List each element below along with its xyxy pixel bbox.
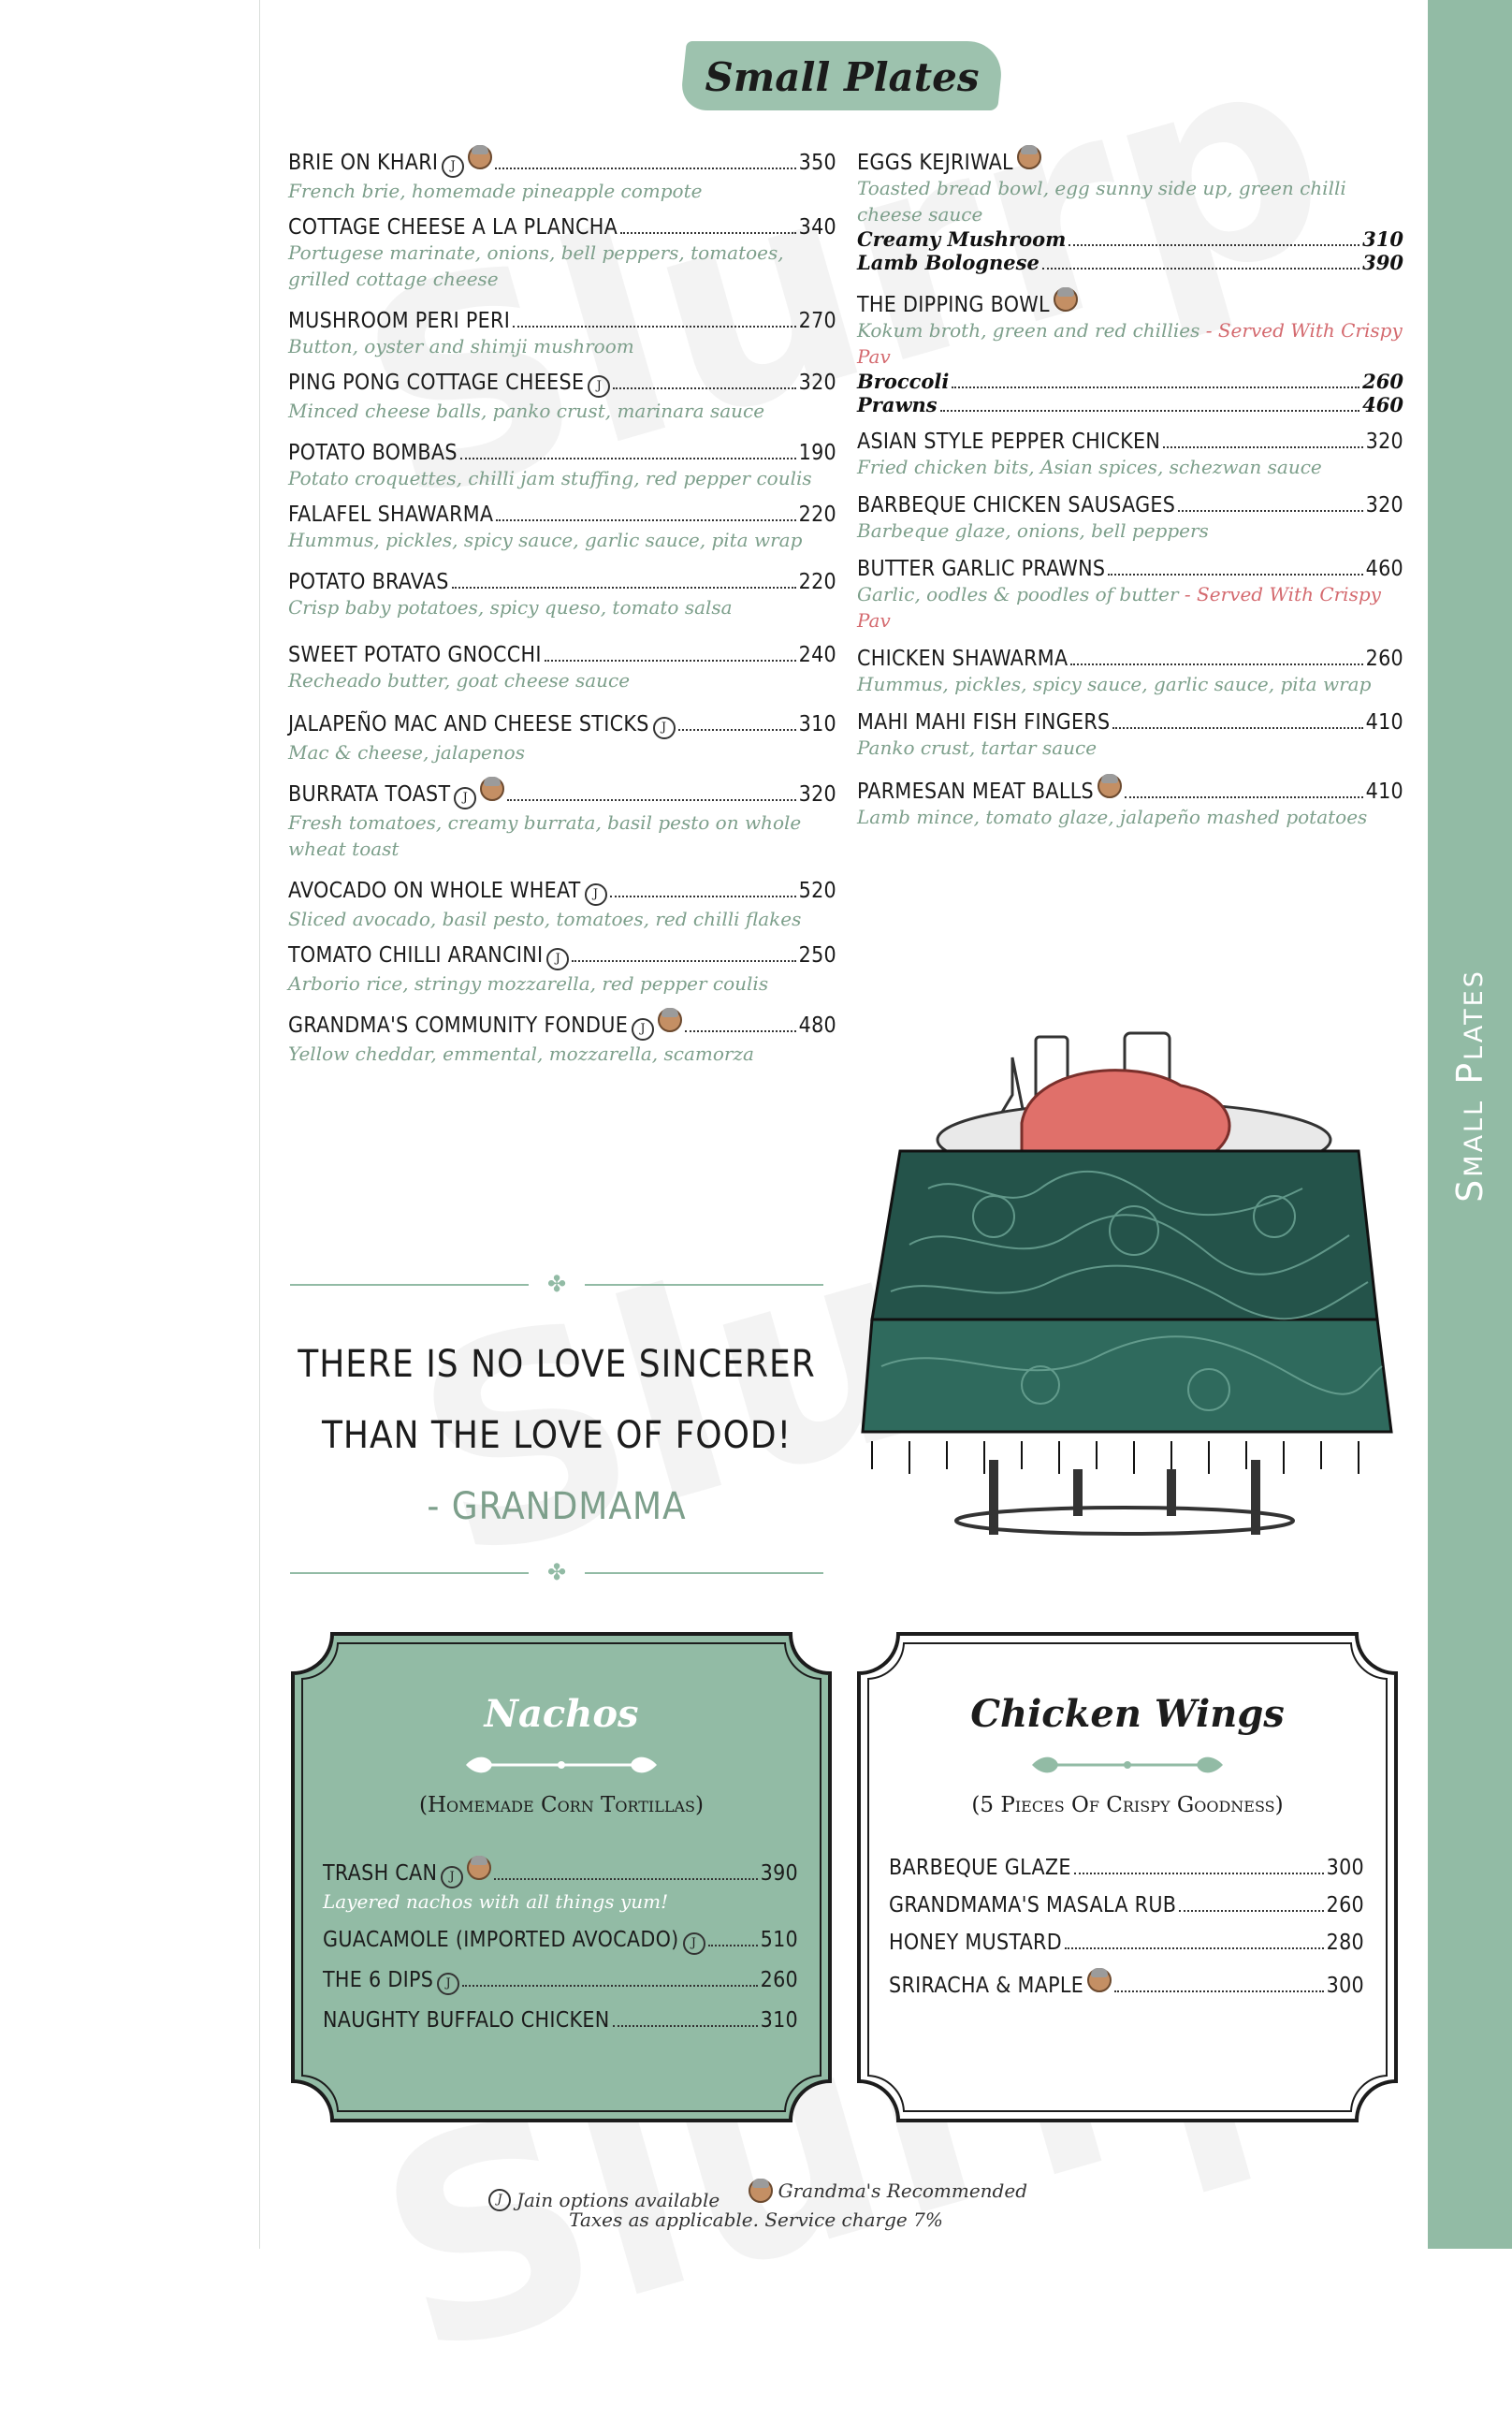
menu-item-price: 300 <box>1326 1856 1364 1880</box>
menu-item-price: 220 <box>798 503 836 527</box>
menu-item-description <box>857 671 1403 697</box>
menu-item-description: Hummus, pickles, spicy sauce, garlic sauce, pita wrap <box>288 529 803 551</box>
dot-leader <box>507 799 795 801</box>
quote-author: - GRANDMAMA <box>427 1485 687 1528</box>
sub-option-name: Broccoli <box>857 370 950 393</box>
nachos-subtitle: (Homemade Corn Tortillas) <box>419 1793 704 1817</box>
menu-item <box>288 371 836 424</box>
menu-item-price: 390 <box>760 1861 798 1886</box>
menu-item-price: 220 <box>798 570 836 594</box>
served-with-note: - Served With Crispy Pav <box>857 319 1403 368</box>
dot-leader <box>952 386 1359 388</box>
menu-item-name: BURRATA TOAST <box>288 782 451 807</box>
menu-item <box>288 145 836 204</box>
nachos-item <box>323 1968 798 1995</box>
menu-item <box>857 647 1403 697</box>
menu-item-row <box>323 1856 798 1888</box>
menu-item-price: 320 <box>1365 430 1403 454</box>
grandma-icon <box>1087 1968 1112 1992</box>
menu-item-description <box>857 804 1403 830</box>
menu-item-price: 260 <box>1365 647 1403 671</box>
footer-taxes: Taxes as applicable. Service charge 7% <box>569 2209 943 2231</box>
dot-leader <box>1065 1947 1324 1949</box>
menu-item-name: PARMESAN MEAT BALLS <box>857 780 1094 804</box>
description-text: Garlic, oodles & poodles of butter <box>857 583 1179 605</box>
menu-item-row <box>323 1928 798 1955</box>
menu-item-description <box>857 581 1403 634</box>
menu-item <box>288 643 836 693</box>
section-title <box>683 36 1001 120</box>
description-text: Panko crust, tartar sauce <box>857 736 1098 759</box>
grandma-quote <box>290 1329 823 1542</box>
menu-item-row <box>288 441 836 465</box>
menu-item-description <box>857 317 1403 370</box>
menu-item-row <box>288 879 836 906</box>
menu-item-name: SWEET POTATO GNOCCHI <box>288 643 542 667</box>
menu-item-row <box>288 503 836 527</box>
menu-item-price: 270 <box>798 309 836 333</box>
menu-item-row <box>288 570 836 594</box>
menu-item-description: Sliced avocado, basil pesto, tomatoes, red chilli flakes <box>288 908 802 930</box>
description-text: Fried chicken bits, Asian spices, schezwan sauce <box>857 456 1322 478</box>
dot-leader <box>513 326 796 328</box>
menu-item-name: THE 6 DIPS <box>323 1968 434 1992</box>
sub-option-name: Prawns <box>857 393 938 416</box>
menu-item <box>288 943 836 997</box>
menu-item-row <box>889 1856 1364 1880</box>
grandma-icon <box>749 2179 773 2203</box>
jain-icon: J <box>585 883 607 906</box>
leaf-ornament-icon <box>458 1751 664 1779</box>
menu-item-price: 320 <box>798 782 836 807</box>
jain-icon: J <box>588 375 610 398</box>
menu-item-name: HONEY MUSTARD <box>889 1931 1062 1955</box>
menu-item-price: 520 <box>798 879 836 903</box>
right-menu-column <box>857 145 1403 830</box>
sub-option-name: Creamy Mushroom <box>857 227 1067 251</box>
menu-item-row <box>323 2008 798 2033</box>
jain-icon: J <box>437 1973 459 1995</box>
grandma-icon <box>1098 774 1122 798</box>
menu-item-description: Fresh tomatoes, creamy burrata, basil pesto on whole wheat toast <box>288 811 802 860</box>
grandma-icon <box>1054 287 1078 312</box>
menu-item-name: BUTTER GARLIC PRAWNS <box>857 557 1106 581</box>
left-menu-column <box>288 145 836 1067</box>
menu-item-description: Portugese marinate, onions, bell peppers, tomatoes, grilled cottage cheese <box>288 241 784 290</box>
nachos-box <box>285 1626 837 2128</box>
menu-item <box>857 710 1403 761</box>
section-divider <box>290 1559 823 1587</box>
dot-leader <box>462 1985 757 1987</box>
menu-item-name: MAHI MAHI FISH FINGERS <box>857 710 1111 735</box>
description-text: Toasted bread bowl, egg sunny side up, green chilli cheese sauce <box>857 177 1346 226</box>
flourish-icon: ✤ <box>546 1559 567 1585</box>
sub-option-row <box>857 227 1403 251</box>
jain-icon: J <box>442 155 464 178</box>
dot-leader <box>1108 574 1362 576</box>
menu-item-description <box>857 735 1403 761</box>
grandma-legend-text: Grandma's Recommended <box>778 2179 1028 2202</box>
dot-leader <box>685 1030 796 1032</box>
menu-item-name: GRANDMAMA'S MASALA RUB <box>889 1893 1177 1917</box>
menu-item-row <box>288 712 836 739</box>
menu-item-description: Minced cheese balls, panko crust, marinara sauce <box>288 400 765 422</box>
menu-item-description: Arborio rice, stringy mozzarella, red pepper coulis <box>288 972 769 995</box>
side-tab <box>1428 0 1512 2249</box>
dot-leader <box>1112 727 1362 729</box>
jain-icon: J <box>488 2189 511 2211</box>
dot-leader <box>1069 244 1359 246</box>
nachos-item <box>323 1928 798 1955</box>
menu-item-row <box>857 287 1403 317</box>
jain-icon: J <box>546 948 569 970</box>
menu-item-row <box>857 145 1403 175</box>
menu-item-row <box>857 647 1403 671</box>
nachos-item-description: Layered nachos with all things yum! <box>323 1890 669 1913</box>
jain-icon: J <box>632 1018 654 1041</box>
menu-item-price: 240 <box>798 643 836 667</box>
dot-leader <box>613 387 795 389</box>
leaf-ornament-icon <box>1025 1751 1230 1779</box>
grandma-icon <box>1017 145 1041 169</box>
dot-leader <box>610 896 796 897</box>
menu-item <box>288 309 836 359</box>
quote-line-2: THAN THE LOVE OF FOOD! <box>321 1414 792 1457</box>
menu-item-row <box>288 309 836 333</box>
menu-item-name: THE DIPPING BOWL <box>857 293 1050 317</box>
menu-item-row <box>857 557 1403 581</box>
sub-option-row <box>857 251 1403 274</box>
menu-item-name: TRASH CAN <box>323 1861 438 1886</box>
menu-item-description: Crisp baby potatoes, spicy queso, tomato salsa <box>288 596 733 619</box>
menu-item-name: POTATO BRAVAS <box>288 570 449 594</box>
description-text: Kokum broth, green and red chillies <box>857 319 1200 342</box>
side-tab-label: Small Plates <box>1449 969 1490 1203</box>
menu-item-name: JALAPEÑO MAC AND CHEESE STICKS <box>288 712 649 736</box>
menu-item <box>288 712 836 765</box>
menu-item-name: FALAFEL SHAWARMA <box>288 503 494 527</box>
menu-item-price: 260 <box>1326 1893 1364 1917</box>
menu-item <box>857 493 1403 544</box>
footer-legend <box>0 2179 1512 2211</box>
grandma-icon <box>467 1856 491 1880</box>
menu-item-name: TOMATO CHILLI ARANCINI <box>288 943 544 968</box>
sub-option-price: 260 <box>1362 370 1403 393</box>
menu-item <box>857 557 1403 634</box>
menu-item-price: 280 <box>1326 1931 1364 1955</box>
dot-leader <box>678 729 796 731</box>
menu-item-row <box>857 710 1403 735</box>
menu-item-description: Potato croquettes, chilli jam stuffing, red pepper coulis <box>288 467 812 489</box>
jain-icon: J <box>454 787 476 809</box>
menu-item-price: 410 <box>1365 780 1403 804</box>
menu-item-row <box>288 943 836 970</box>
description-text: Hummus, pickles, spicy sauce, garlic sauce, pita wrap <box>857 673 1372 695</box>
sub-option-name: Lamb Bolognese <box>857 251 1040 274</box>
menu-item-price: 260 <box>760 1968 798 1992</box>
section-divider <box>290 1271 823 1299</box>
menu-item-description: Recheado butter, goat cheese sauce <box>288 669 631 692</box>
description-text: Barbeque glaze, onions, bell peppers <box>857 519 1209 542</box>
dot-leader <box>1114 1990 1323 1992</box>
menu-item-name: EGGS KEJRIWAL <box>857 151 1013 175</box>
menu-item-row <box>323 1968 798 1995</box>
menu-item-row <box>857 774 1403 804</box>
dot-leader <box>1163 446 1362 448</box>
grandma-icon <box>468 145 492 169</box>
dot-leader <box>545 660 796 662</box>
grandma-icon <box>480 777 504 801</box>
menu-item-name: SRIRACHA & MAPLE <box>889 1974 1084 1998</box>
dot-leader <box>494 1878 757 1880</box>
menu-item <box>288 570 836 620</box>
menu-item-name: BARBEQUE CHICKEN SAUSAGES <box>857 493 1176 518</box>
menu-item-price: 340 <box>798 215 836 240</box>
menu-item-name: BARBEQUE GLAZE <box>889 1856 1071 1880</box>
menu-item-description <box>857 518 1403 544</box>
menu-item-price: 320 <box>1365 493 1403 518</box>
wings-box <box>851 1626 1403 2128</box>
menu-item-row <box>889 1968 1364 1998</box>
menu-item-name: COTTAGE CHEESE A LA PLANCHA <box>288 215 618 240</box>
menu-item-row <box>288 643 836 667</box>
menu-item-name: PING PONG COTTAGE CHEESE <box>288 371 585 395</box>
wings-item <box>889 1931 1364 1955</box>
menu-item-row <box>288 215 836 240</box>
menu-item-name: GUACAMOLE (IMPORTED AVOCADO) <box>323 1928 679 1952</box>
menu-item <box>288 215 836 292</box>
menu-item-price: 320 <box>798 371 836 395</box>
menu-item-price: 460 <box>1365 557 1403 581</box>
wings-item <box>889 1893 1364 1917</box>
grandma-legend <box>745 2179 1027 2203</box>
served-with-note: - Served With Crispy Pav <box>857 583 1381 632</box>
dot-leader <box>940 410 1360 412</box>
dot-leader <box>460 458 796 459</box>
menu-item <box>857 145 1403 274</box>
menu-item-description <box>857 175 1403 227</box>
sub-option-price: 460 <box>1362 393 1403 416</box>
menu-item-name: POTATO BOMBAS <box>288 441 458 465</box>
dot-leader <box>1042 268 1359 270</box>
menu-item-description: Yellow cheddar, emmental, mozzarella, scamorza <box>288 1042 754 1065</box>
menu-item <box>857 430 1403 480</box>
menu-item-name: NAUGHTY BUFFALO CHICKEN <box>323 2008 610 2033</box>
dot-leader <box>1179 1910 1323 1912</box>
menu-item-price: 480 <box>798 1013 836 1038</box>
menu-item-description: Mac & cheese, jalapenos <box>288 741 525 764</box>
nachos-list <box>323 1856 798 2033</box>
menu-item <box>288 441 836 491</box>
menu-item-name: AVOCADO ON WHOLE WHEAT <box>288 879 581 903</box>
dot-leader <box>1074 1873 1324 1874</box>
wings-title: Chicken Wings <box>970 1692 1285 1736</box>
jain-legend-text: Jain options available <box>516 2189 720 2211</box>
nachos-title: Nachos <box>484 1692 639 1736</box>
menu-item-price: 250 <box>798 943 836 968</box>
menu-item-name: ASIAN STYLE PEPPER CHICKEN <box>857 430 1161 454</box>
menu-item-description: Button, oyster and shimji mushroom <box>288 335 634 357</box>
dot-leader <box>572 960 795 962</box>
grandma-icon <box>658 1008 682 1032</box>
dot-leader <box>452 587 796 589</box>
menu-item-price: 350 <box>798 151 836 175</box>
sub-option-row <box>857 393 1403 416</box>
grandma-table-illustration <box>853 1029 1405 1563</box>
menu-item <box>857 774 1403 830</box>
nachos-item <box>323 2008 798 2033</box>
menu-item <box>288 1008 836 1067</box>
menu-item-price: 310 <box>760 2008 798 2033</box>
menu-item <box>288 503 836 553</box>
menu-item-name: BRIE ON KHARI <box>288 151 439 175</box>
jain-icon: J <box>441 1866 463 1888</box>
menu-item-name: CHICKEN SHAWARMA <box>857 647 1069 671</box>
menu-item-row <box>288 1008 836 1041</box>
menu-item-row <box>889 1931 1364 1955</box>
left-margin <box>0 0 260 2249</box>
description-text: Lamb mince, tomato glaze, jalapeño mashed potatoes <box>857 806 1368 828</box>
dot-leader <box>620 232 796 234</box>
dot-leader <box>708 1945 758 1946</box>
dot-leader <box>496 519 795 521</box>
sub-option-price: 390 <box>1362 251 1403 274</box>
menu-item-name: MUSHROOM PERI PERI <box>288 309 511 333</box>
wings-item <box>889 1856 1364 1880</box>
menu-item-name: GRANDMA'S COMMUNITY FONDUE <box>288 1013 629 1038</box>
nachos-item <box>323 1856 798 1915</box>
menu-item-row <box>857 430 1403 454</box>
quote-line-1: THERE IS NO LOVE SINCERER <box>298 1343 816 1386</box>
sub-option-price: 310 <box>1362 227 1403 251</box>
menu-item-price: 410 <box>1365 710 1403 735</box>
menu-item <box>288 777 836 862</box>
menu-item-price: 190 <box>798 441 836 465</box>
wings-list <box>889 1856 1364 1998</box>
flourish-icon: ✤ <box>546 1271 567 1297</box>
menu-item-row <box>889 1893 1364 1917</box>
wings-item <box>889 1968 1364 1998</box>
menu-item-price: 510 <box>760 1928 798 1952</box>
menu-item-row <box>288 371 836 398</box>
dot-leader <box>1178 510 1362 512</box>
dot-leader <box>613 2025 758 2027</box>
menu-item-description: French brie, homemade pineapple compote <box>288 180 703 202</box>
menu-item <box>857 287 1403 416</box>
menu-item-price: 300 <box>1326 1974 1364 1998</box>
sub-option-row <box>857 370 1403 393</box>
dot-leader <box>495 168 795 169</box>
dot-leader <box>1070 663 1362 665</box>
page-title: Small Plates <box>705 54 980 100</box>
menu-item-row <box>288 145 836 178</box>
jain-icon: J <box>653 717 676 739</box>
menu-item-row <box>857 493 1403 518</box>
menu-item-description <box>857 454 1403 480</box>
dot-leader <box>1125 796 1363 798</box>
menu-item-row <box>288 777 836 809</box>
menu-item-price: 310 <box>798 712 836 736</box>
jain-icon: J <box>683 1932 705 1955</box>
menu-item <box>288 879 836 932</box>
wings-subtitle: (5 Pieces Of Crispy Goodness) <box>971 1793 1284 1817</box>
